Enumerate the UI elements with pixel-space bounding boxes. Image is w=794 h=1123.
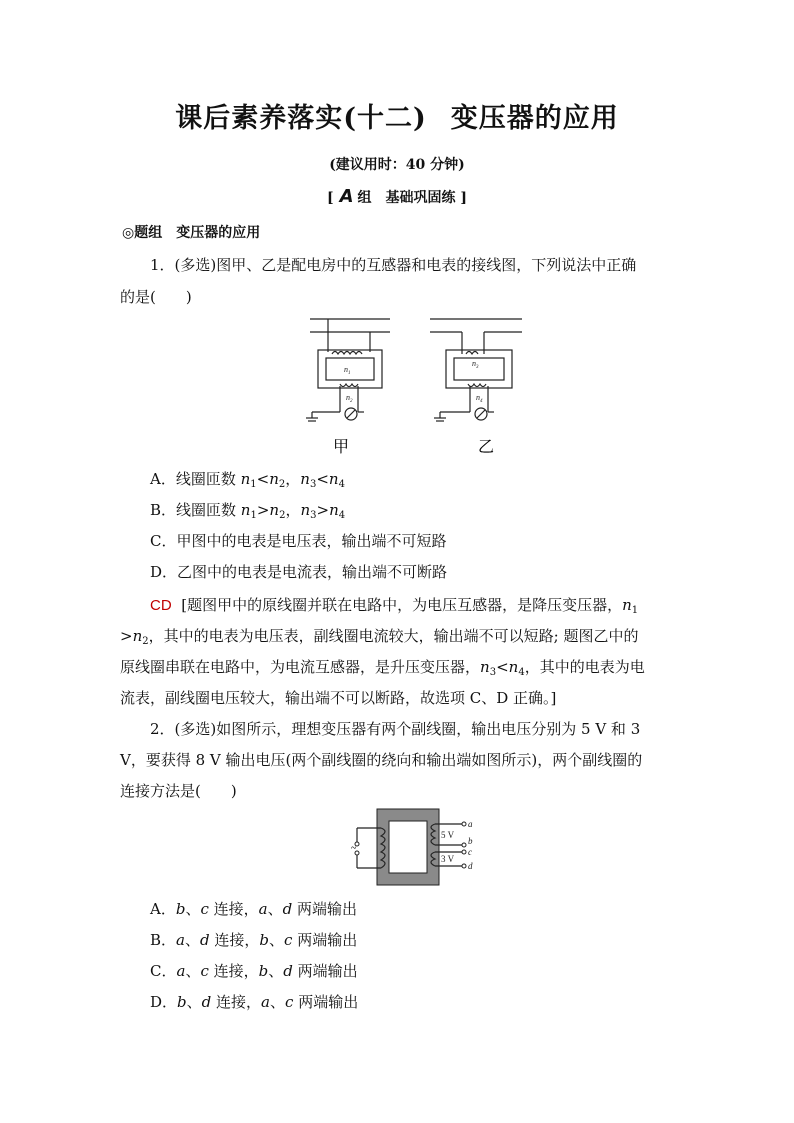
q2-transformer-figure xyxy=(345,806,480,888)
svg-text:5 V: 5 V xyxy=(441,830,455,840)
q1-answer-line2: $>n_2$，其中的电表为电压表，副线圈电流较大，输出端不可以短路; 题图乙中的 xyxy=(120,627,639,647)
svg-text:b: b xyxy=(468,836,473,846)
title-left: 课后素养落实(十二) xyxy=(175,103,427,134)
q1-option-a[interactable]: A．线圈匝数 $n_1<n_2$，$n_3<n_4$ xyxy=(150,470,345,490)
q2-line1: 2．(多选)如图所示，理想变压器有两个副线圈，输出电压分别为 5 V 和 3 xyxy=(150,720,641,738)
group-badge: A xyxy=(339,186,354,207)
q1-figure xyxy=(300,314,530,464)
fig-label-yi: 乙 xyxy=(478,439,495,456)
q2-line3: 连接方法是( ) xyxy=(120,782,237,800)
q2-option-b[interactable]: B．a、d 连接，b、c 两端输出 xyxy=(150,931,358,949)
svg-text:a: a xyxy=(468,819,473,829)
svg-text:n4: $n_4$ xyxy=(476,393,483,404)
q1-option-b[interactable]: B．线圈匝数 $n_1>n_2$，$n_3>n_4$ xyxy=(150,501,346,521)
q1-option-d[interactable]: D．乙图中的电表是电流表，输出端不可断路 xyxy=(150,563,448,581)
svg-text:3 V: 3 V xyxy=(441,854,455,864)
fig-label-jia: 甲 xyxy=(333,439,350,456)
section-label: ◎题组 变压器的应用 xyxy=(122,225,261,241)
group-heading: [ A 组 基础巩固练 ] xyxy=(326,186,468,207)
svg-text:~: ~ xyxy=(351,843,357,854)
q1-answer-line1: CD [题图甲中的原线圈并联在电路中，为电压互感器，是降压变压器，$n_1$ xyxy=(150,596,639,616)
svg-text:n1: $n_1$ xyxy=(344,365,351,376)
title-right: 变压器的应用 xyxy=(450,103,619,134)
q2-option-d[interactable]: D．b、d 连接，a、c 两端输出 xyxy=(150,993,359,1011)
svg-text:d: d xyxy=(468,861,473,871)
q2-option-c[interactable]: C．a、c 连接，b、d 两端输出 xyxy=(150,962,358,980)
q2-option-a[interactable]: A．b、c 连接，a、d 两端输出 xyxy=(150,900,358,918)
svg-text:c: c xyxy=(468,847,472,857)
q1-answer-line4: 流表，副线圈电压较大，输出端不可以断路，故选项 C、D 正确。] xyxy=(120,689,557,707)
q1-line1: 1．(多选)图甲、乙是配电房中的互感器和电表的接线图，下列说法中正确 xyxy=(150,256,637,274)
page-title xyxy=(0,96,794,135)
q1-answer-line3: 原线圈串联在电路中，为电流互感器，是升压变压器，$n_3<n_4$，其中的电表为电 xyxy=(120,658,645,678)
q1-line2: 的是( ) xyxy=(120,288,192,306)
answer-key: CD xyxy=(150,597,172,614)
svg-text:n2: $n_2$ xyxy=(346,393,353,404)
svg-text:n3: $n_3$ xyxy=(472,359,479,370)
q2-line2: V，要获得 8 V 输出电压(两个副线圈的绕向和输出端如图所示)，两个副线圈的 xyxy=(120,751,643,769)
suggested-time: (建议用时：40 分钟) xyxy=(329,157,465,173)
q1-option-c[interactable]: C．甲图中的电表是电压表，输出端不可短路 xyxy=(150,532,447,550)
